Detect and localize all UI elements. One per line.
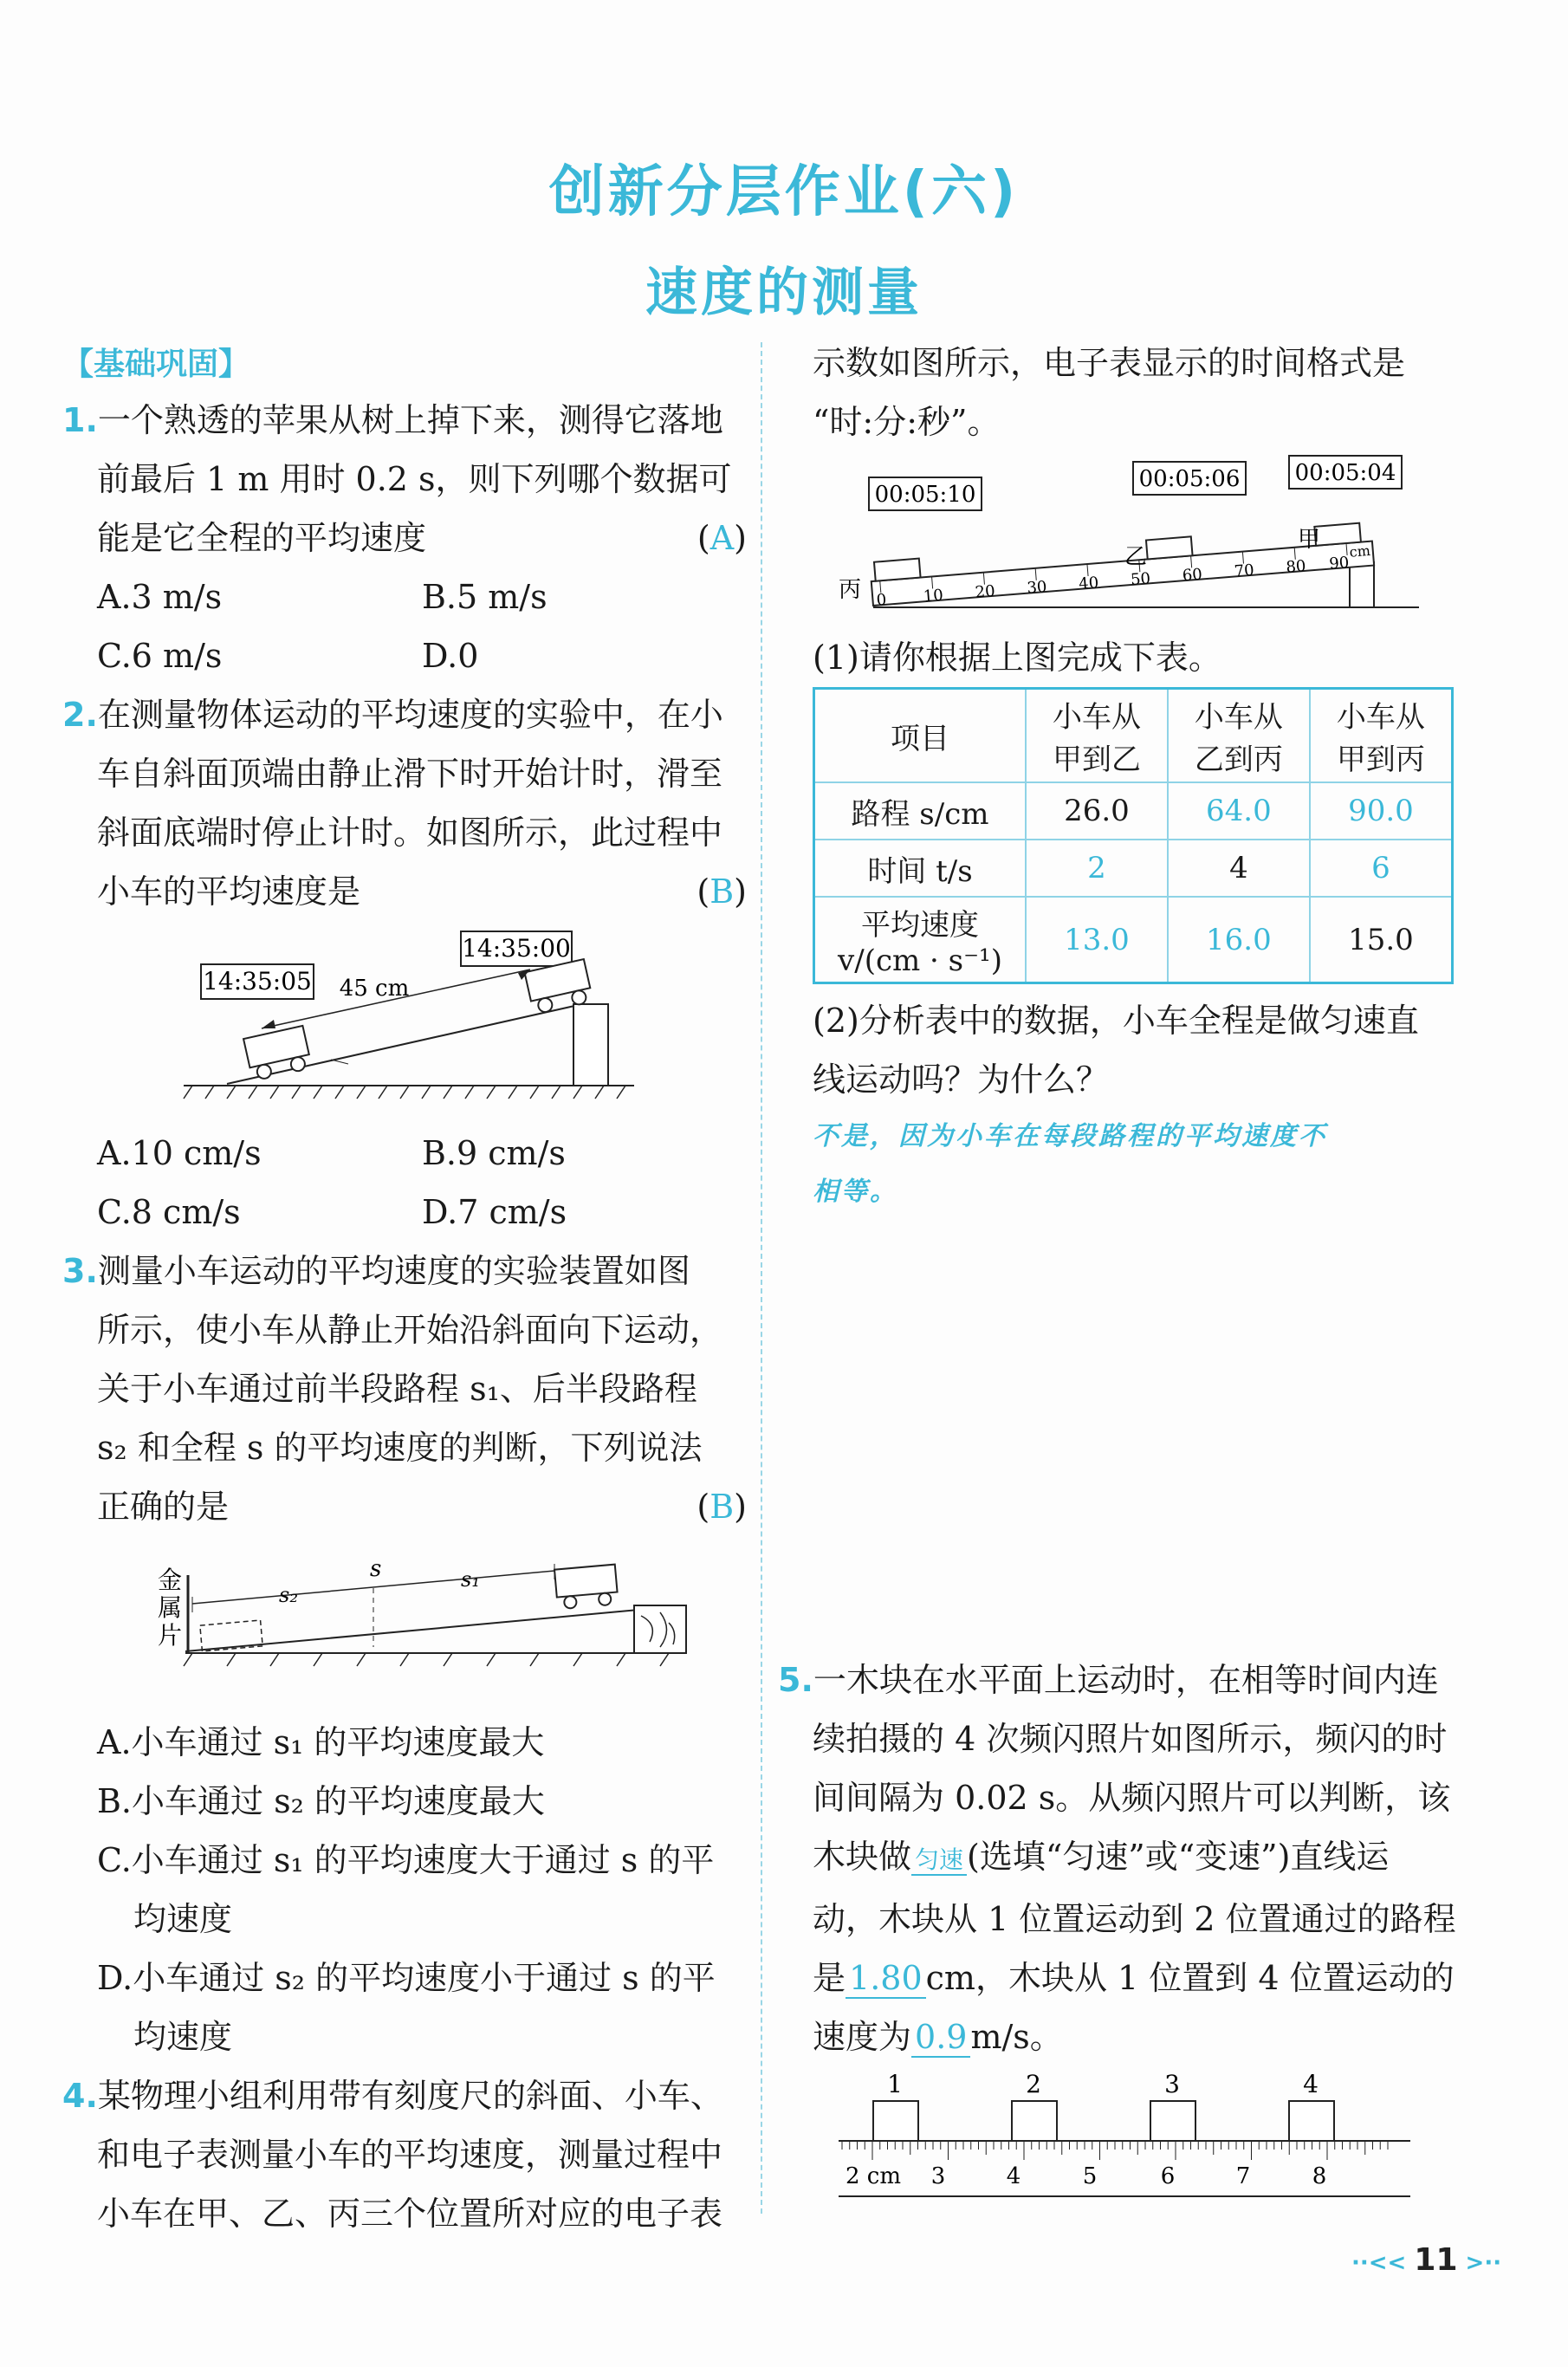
- ramp-figure-q4: [813, 451, 1471, 625]
- question-number: 5.: [778, 1661, 813, 1699]
- ruler-tick: 80: [1285, 556, 1307, 577]
- option-c: C.8 cm/s: [97, 1193, 241, 1231]
- question-5: 5.一木块在水平面上运动时，在相等时间内连 续拍摄的 4 次频闪照片如图所示，频闪的时 间间隔为 0.02 s。从频闪照片可以判断，该 木块做 匀速 (选填“匀速”或“变速”)直线运 动，木块从 1 位置运动到 2 位置通过的路程 是 1.80 cm，木块从 1 位置到 4 位置运动的 速度为 0.9 m/s。 1 2 3 4 2 cm 3 4 5 6 7 8: [778, 1650, 1471, 2217]
- label-s: s: [370, 1556, 382, 1582]
- position-label: 4: [1303, 2070, 1319, 2098]
- question-text: 某物理小组利用带有刻度尺的斜面、小车、: [97, 2077, 723, 2115]
- fill-blank-1: 匀速: [911, 1845, 967, 1876]
- scale-tick: 6: [1160, 2163, 1176, 2189]
- table-header: 项目: [814, 689, 1027, 783]
- page-number: ··<< 11 >··: [1351, 2242, 1502, 2278]
- left-column: [62, 340, 747, 2243]
- question-number: 2.: [62, 696, 98, 734]
- incline-figure-q3: [62, 1536, 747, 1709]
- question-text: 车自斜面顶端由静止滑下时开始计时，滑至: [97, 755, 723, 793]
- question-number: 3.: [62, 1252, 98, 1290]
- question-number: 4.: [62, 2077, 98, 2115]
- metal-label: 属: [158, 1593, 183, 1622]
- option-d-cont: 均速度: [133, 2018, 233, 2056]
- scale-tick: 7: [1235, 2163, 1251, 2189]
- question-text: 续拍摄的 4 次频闪照片如图所示，频闪的时: [813, 1720, 1448, 1758]
- question-text: 示数如图所示，电子表显示的时间格式是: [813, 344, 1406, 382]
- position-label: 3: [1164, 2070, 1180, 2098]
- data-table: [813, 687, 1454, 984]
- sub-question-2: (2)分析表中的数据，小车全程是做匀速直: [813, 1002, 1419, 1040]
- table-row: 平均速度 v/(cm · s⁻¹) 13.0 16.0 15.0: [814, 897, 1453, 983]
- ruler-tick: 40: [1078, 574, 1100, 593]
- position-label: 1: [887, 2070, 903, 2098]
- position-label: 2: [1026, 2070, 1041, 2098]
- question-number: 1.: [62, 401, 98, 439]
- handwritten-answer: 不是，因为小车在每段路程的平均速度不: [813, 1121, 1327, 1151]
- answer: (B): [697, 872, 747, 911]
- option-c: C.小车通过 s₁ 的平均速度大于通过 s 的平: [97, 1841, 715, 1879]
- scale-tick: 4: [1006, 2163, 1021, 2189]
- label-s2: s₂: [279, 1583, 298, 1607]
- timer-start: 14:35:00: [462, 934, 571, 963]
- question-text: 一木块在水平面上运动时，在相等时间内连: [813, 1661, 1439, 1699]
- question-text: 测量小车运动的平均速度的实验装置如图: [97, 1252, 690, 1290]
- sub-question-1: (1)请你根据上图完成下表。: [813, 639, 1221, 677]
- fill-blank-3: 0.9: [911, 2018, 970, 2058]
- scale-tick: 5: [1082, 2163, 1098, 2189]
- incline-figure-q2: [62, 921, 747, 1120]
- table-row: 路程 s/cm 26.0 64.0 90.0: [814, 782, 1453, 840]
- section-heading: 【基础巩固】: [62, 347, 250, 382]
- scale-tick: 8: [1312, 2163, 1327, 2189]
- question-text: 和电子表测量小车的平均速度，测量过程中: [97, 2136, 723, 2174]
- option-c-cont: 均速度: [133, 1900, 233, 1938]
- option-c: C.6 m/s: [97, 637, 223, 675]
- metal-label: 金: [158, 1566, 183, 1594]
- question-text: “时:分:秒”。: [813, 403, 1001, 441]
- option-d: D.0: [422, 637, 479, 675]
- scale-tick: 3: [930, 2163, 946, 2189]
- question-text: 正确的是: [97, 1488, 230, 1526]
- question-3: [62, 1242, 747, 2066]
- question-text: 关于小车通过前半段路程 s₁、后半段路程: [97, 1370, 697, 1408]
- question-text: 前最后 1 m 用时 0.2 s，则下列哪个数据可: [97, 460, 732, 498]
- column-divider: [761, 342, 762, 2214]
- question-1: [62, 391, 747, 685]
- question-text: 所示，使小车从静止开始沿斜面向下运动，: [97, 1311, 723, 1349]
- sub-question-2-cont: 线运动吗？为什么？: [813, 1060, 1110, 1099]
- page-title: 创新分层作业(六): [548, 160, 1020, 224]
- table-row: 时间 t/s 2 4 6: [814, 840, 1453, 897]
- ruler-tick: 90: [1328, 553, 1351, 574]
- question-text: 小车在甲、乙、丙三个位置所对应的电子表: [97, 2195, 723, 2233]
- ruler-tick: 10: [923, 586, 944, 606]
- pos-jia: 甲: [1298, 527, 1321, 553]
- option-b: B.9 cm/s: [422, 1134, 566, 1172]
- question-text: 一个熟透的苹果从树上掉下来，测得它落地: [97, 401, 723, 439]
- timer-yi: 00:05:06: [1138, 466, 1241, 492]
- option-d: D.7 cm/s: [422, 1193, 567, 1231]
- page-subtitle: 速度的测量: [645, 263, 923, 323]
- table-header: 小车从 乙到丙: [1168, 689, 1310, 783]
- fill-blank-2: 1.80: [846, 1959, 926, 1999]
- question-4: [62, 2066, 747, 2243]
- option-a: A.3 m/s: [97, 578, 223, 616]
- option-b: B.5 m/s: [422, 578, 548, 616]
- timer-end: 14:35:05: [203, 967, 312, 995]
- pos-bing: 丙: [839, 577, 862, 603]
- timer-bing: 00:05:10: [874, 482, 976, 508]
- metal-label: 片: [158, 1621, 183, 1650]
- timer-jia: 00:05:04: [1294, 460, 1396, 486]
- question-text: 间间隔为 0.02 s。从频闪照片可以判断，该: [813, 1779, 1451, 1817]
- scale-tick: 2 cm: [845, 2163, 902, 2189]
- table-header: 小车从 甲到丙: [1310, 689, 1453, 783]
- right-column: [778, 334, 1471, 2189]
- question-text: 斜面底端时停止计时。如图所示，此过程中: [97, 814, 723, 852]
- ruler-tick: 30: [1026, 577, 1048, 598]
- table-header: 小车从 甲到乙: [1026, 689, 1168, 783]
- answer: (A): [697, 519, 747, 557]
- answer: (B): [697, 1488, 747, 1526]
- question-text: 小车的平均速度是: [97, 872, 361, 911]
- ruler-tick: 70: [1233, 561, 1255, 581]
- question-text: 动，木块从 1 位置运动到 2 位置通过的路程: [813, 1900, 1456, 1938]
- question-2: [62, 685, 747, 1242]
- question-text: s₂ 和全程 s 的平均速度的判断，下列说法: [97, 1429, 703, 1467]
- flash-photo-figure: [813, 2066, 1506, 2214]
- pos-yi: 乙: [1124, 544, 1148, 570]
- handwritten-answer: 相等。: [813, 1177, 898, 1207]
- ruler-tick: 50: [1130, 569, 1151, 590]
- ruler-tick: 0: [875, 590, 888, 610]
- option-a: A.10 cm/s: [97, 1134, 262, 1172]
- label-s1: s₁: [461, 1567, 480, 1592]
- option-b: B.小车通过 s₂ 的平均速度最大: [97, 1782, 545, 1820]
- ruler-tick: 20: [974, 581, 996, 602]
- option-a: A.小车通过 s₁ 的平均速度最大: [97, 1723, 545, 1761]
- ruler-unit: cm: [1348, 541, 1371, 561]
- ruler-tick: 60: [1182, 565, 1203, 586]
- option-d: D.小车通过 s₂ 的平均速度小于通过 s 的平: [97, 1959, 716, 1997]
- distance-label: 45 cm: [339, 976, 410, 1002]
- question-text: 能是它全程的平均速度: [97, 519, 427, 557]
- question-text: 在测量物体运动的平均速度的实验中，在小: [97, 696, 723, 734]
